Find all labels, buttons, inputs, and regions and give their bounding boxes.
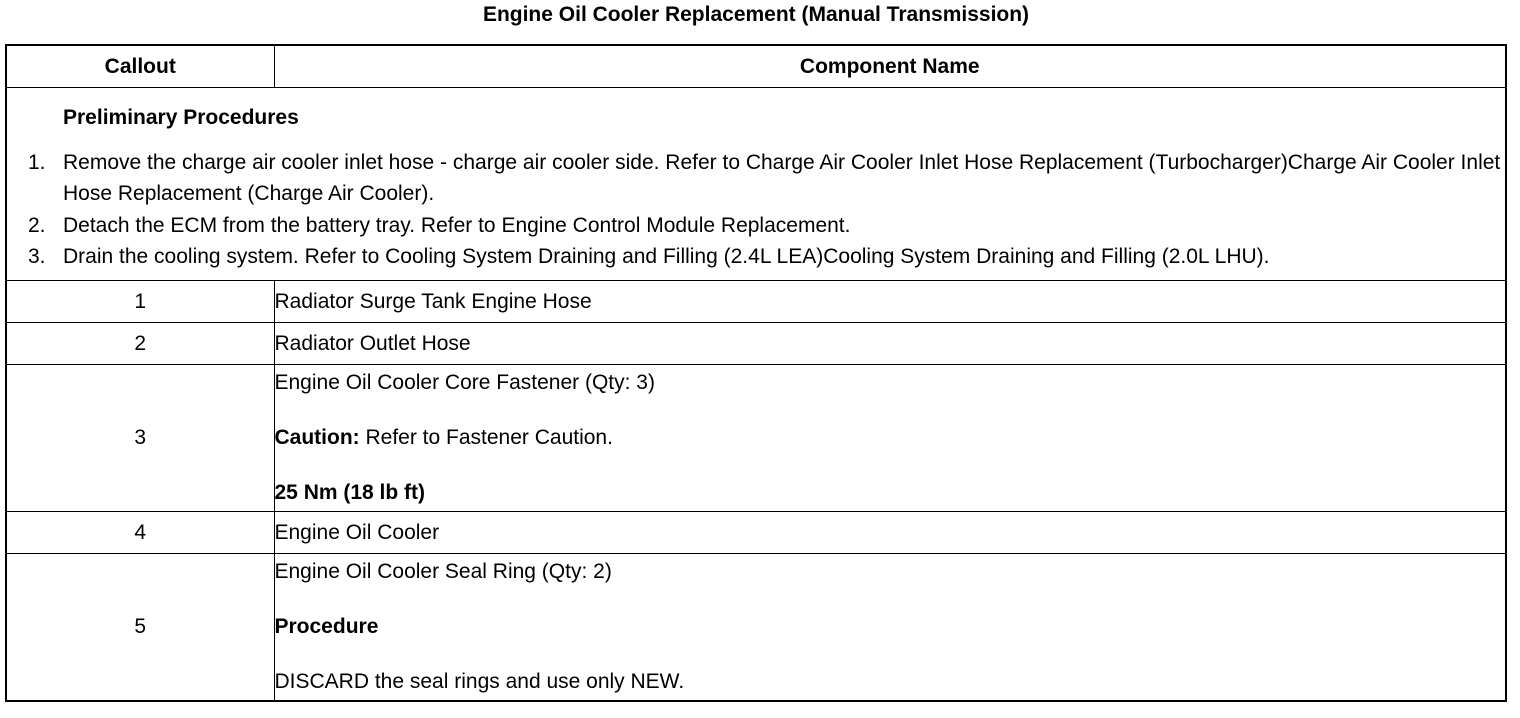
step-number: 3. xyxy=(28,245,46,268)
callout-cell: 2 xyxy=(6,323,274,365)
caution-text: Refer to Fastener Caution. xyxy=(359,426,613,449)
step-number: 1. xyxy=(28,150,46,174)
component-name-cell: Radiator Outlet Hose xyxy=(274,323,1506,365)
table-header-row xyxy=(6,45,1506,88)
component-name-cell xyxy=(274,554,1506,702)
callout-cell: 5 xyxy=(6,554,274,702)
step-item xyxy=(7,210,1505,242)
step-text: Drain the cooling system. Refer to Cooling System Draining and Filling (2.4L LEA)Cooling System Draining and Filling (2.0L LHU). xyxy=(63,245,1270,268)
step-number: 2. xyxy=(28,213,46,237)
component-name-cell xyxy=(274,365,1506,512)
preliminary-heading: Preliminary Procedures xyxy=(63,105,299,129)
page-title: Engine Oil Cooler Replacement (Manual Transmission) xyxy=(482,3,1030,26)
table-row xyxy=(6,323,1506,365)
caution-label: Caution: xyxy=(274,426,360,449)
caution-note xyxy=(275,420,1506,456)
component-name-cell: Radiator Surge Tank Engine Hose xyxy=(274,281,1506,323)
callout-cell: 3 xyxy=(6,365,274,512)
step-text: Remove the charge air cooler inlet hose - charge air cooler side. Refer to Charge Air Cooler Inlet Hose Replacement (Turbocharger)Charge Air Cooler Inlet Hose Replacement (Charge Air Cooler). xyxy=(63,150,1501,205)
callout-cell: 1 xyxy=(6,281,274,323)
preliminary-steps xyxy=(7,147,1505,273)
table-row xyxy=(6,365,1506,512)
component-name: Engine Oil Cooler Core Fastener (Qty: 3) xyxy=(274,371,655,394)
procedure-label: Procedure xyxy=(274,615,379,638)
table-row xyxy=(6,281,1506,323)
component-name-header: Component Name xyxy=(274,45,1506,88)
step-item xyxy=(7,241,1505,273)
callout-header: Callout xyxy=(6,45,274,88)
step-text: Detach the ECM from the battery tray. Refer to Engine Control Module Replacement. xyxy=(63,213,851,237)
preliminary-procedures xyxy=(6,88,1506,281)
component-table xyxy=(5,44,1507,702)
component-name-cell: Engine Oil Cooler xyxy=(274,512,1506,554)
step-item xyxy=(7,147,1505,210)
table-row xyxy=(6,554,1506,702)
table-row xyxy=(6,512,1506,554)
callout-cell: 4 xyxy=(6,512,274,554)
component-name: Engine Oil Cooler Seal Ring (Qty: 2) xyxy=(274,560,612,583)
preliminary-row xyxy=(6,88,1506,281)
procedure-text: DISCARD the seal rings and use only NEW. xyxy=(274,670,685,693)
torque-spec: 25 Nm (18 lb ft) xyxy=(274,481,426,504)
